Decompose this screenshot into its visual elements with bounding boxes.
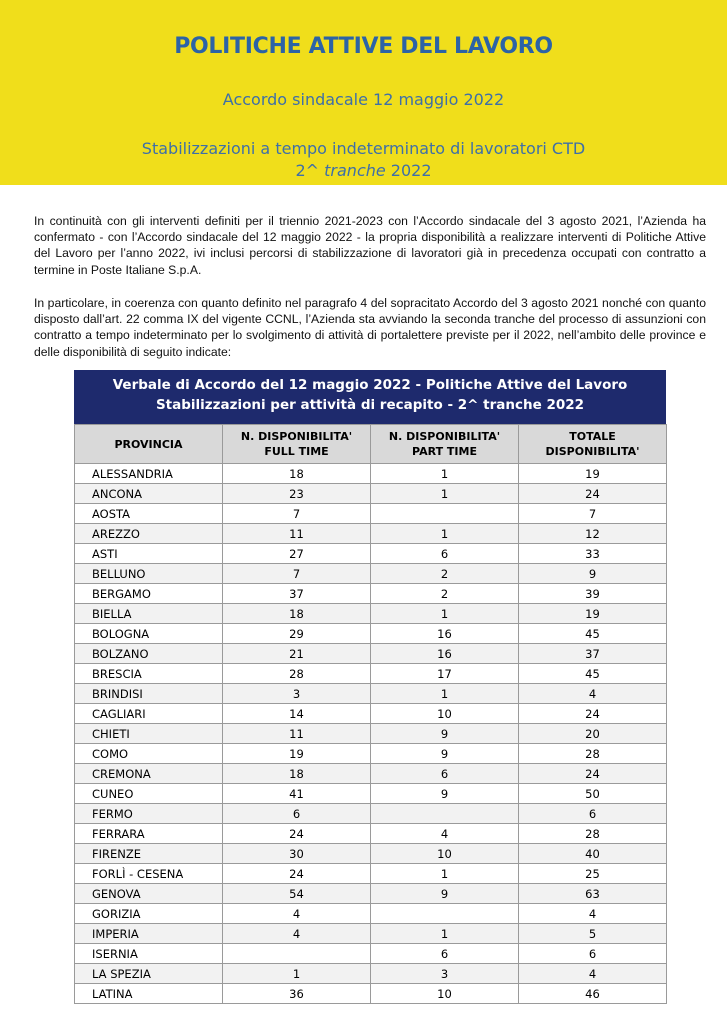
table-row <box>75 464 667 484</box>
cell-part-time: 1 <box>371 464 519 484</box>
cell-full-time: 4 <box>223 924 371 944</box>
cell-part-time: 1 <box>371 924 519 944</box>
table-row <box>75 744 667 764</box>
col-header-part-time-l2: PART TIME <box>412 445 477 458</box>
cell-totale: 24 <box>519 704 667 724</box>
page-title: POLITICHE ATTIVE DEL LAVORO <box>174 34 553 59</box>
cell-totale: 46 <box>519 984 667 1004</box>
cell-totale: 9 <box>519 564 667 584</box>
table-row <box>75 564 667 584</box>
cell-totale: 50 <box>519 784 667 804</box>
cell-totale: 7 <box>519 504 667 524</box>
section-heading-line2 <box>0 160 727 182</box>
cell-full-time: 11 <box>223 724 371 744</box>
cell-full-time: 19 <box>223 744 371 764</box>
page-subtitle: Accordo sindacale 12 maggio 2022 <box>222 90 505 109</box>
cell-part-time: 1 <box>371 524 519 544</box>
table-row <box>75 784 667 804</box>
cell-provincia: BRESCIA <box>75 664 223 684</box>
cell-provincia: GORIZIA <box>75 904 223 924</box>
cell-part-time: 1 <box>371 684 519 704</box>
col-header-provincia: PROVINCIA <box>75 425 223 464</box>
table-row <box>75 684 667 704</box>
cell-provincia: BRINDISI <box>75 684 223 704</box>
availability-table <box>74 370 666 1004</box>
table-row <box>75 984 667 1004</box>
col-header-part-time <box>371 425 519 464</box>
cell-full-time: 21 <box>223 644 371 664</box>
cell-part-time: 2 <box>371 584 519 604</box>
tranche-year: 2022 <box>385 161 432 180</box>
cell-part-time: 10 <box>371 704 519 724</box>
table-title-line1: Verbale di Accordo del 12 maggio 2022 - Politiche Attive del Lavoro <box>112 377 628 393</box>
cell-full-time: 3 <box>223 684 371 704</box>
cell-totale: 6 <box>519 944 667 964</box>
cell-full-time: 37 <box>223 584 371 604</box>
cell-totale: 63 <box>519 884 667 904</box>
cell-totale: 33 <box>519 544 667 564</box>
cell-totale: 4 <box>519 904 667 924</box>
cell-provincia: ALESSANDRIA <box>75 464 223 484</box>
table-row <box>75 484 667 504</box>
cell-part-time: 9 <box>371 744 519 764</box>
cell-full-time: 18 <box>223 764 371 784</box>
cell-provincia: FERMO <box>75 804 223 824</box>
cell-provincia: LATINA <box>75 984 223 1004</box>
cell-provincia: BIELLA <box>75 604 223 624</box>
cell-totale: 39 <box>519 584 667 604</box>
cell-part-time: 16 <box>371 644 519 664</box>
table-title <box>74 370 666 424</box>
table-row <box>75 604 667 624</box>
cell-full-time: 23 <box>223 484 371 504</box>
cell-totale: 40 <box>519 844 667 864</box>
cell-full-time: 4 <box>223 904 371 924</box>
cell-part-time: 16 <box>371 624 519 644</box>
cell-full-time: 24 <box>223 864 371 884</box>
table-row <box>75 624 667 644</box>
cell-provincia: COMO <box>75 744 223 764</box>
cell-part-time: 10 <box>371 984 519 1004</box>
cell-provincia: BOLZANO <box>75 644 223 664</box>
cell-part-time: 9 <box>371 884 519 904</box>
tranche-word: tranche <box>324 161 386 180</box>
cell-full-time: 41 <box>223 784 371 804</box>
cell-full-time <box>223 944 371 964</box>
col-header-totale <box>519 425 667 464</box>
col-header-full-time <box>223 425 371 464</box>
cell-part-time: 6 <box>371 764 519 784</box>
cell-provincia: FIRENZE <box>75 844 223 864</box>
cell-totale: 45 <box>519 624 667 644</box>
table-row <box>75 664 667 684</box>
cell-full-time: 18 <box>223 604 371 624</box>
cell-totale: 4 <box>519 964 667 984</box>
col-header-totale-l2: DISPONIBILITA' <box>545 445 640 458</box>
cell-part-time <box>371 504 519 524</box>
table-row <box>75 504 667 524</box>
cell-part-time <box>371 804 519 824</box>
cell-totale: 12 <box>519 524 667 544</box>
table-row <box>75 864 667 884</box>
cell-provincia: ASTI <box>75 544 223 564</box>
cell-part-time: 17 <box>371 664 519 684</box>
cell-part-time: 1 <box>371 864 519 884</box>
cell-totale: 4 <box>519 684 667 704</box>
col-header-totale-l1: TOTALE <box>569 430 616 443</box>
intro-paragraph: In continuità con gli interventi definiti per il triennio 2021-2023 con l’Accordo sindacale del 3 agosto 2021, l’Azienda ha confermato - con l’Accordo sindacale del 12 maggio 2022 - la propria disponibilità a realizzare interventi di Politiche Attive del Lavoro per l’anno 2022, ivi inclusi percorsi di stabilizzazione di lavoratori già in precedenza occupati con contratto a termine in Poste Italiane S.p.A. <box>34 214 706 277</box>
cell-totale: 37 <box>519 644 667 664</box>
col-header-part-time-l1: N. DISPONIBILITA' <box>388 430 501 443</box>
cell-totale: 28 <box>519 744 667 764</box>
cell-totale: 28 <box>519 824 667 844</box>
cell-provincia: AOSTA <box>75 504 223 524</box>
col-header-full-time-l2: FULL TIME <box>264 445 329 458</box>
header-row <box>75 425 667 464</box>
cell-totale: 45 <box>519 664 667 684</box>
cell-full-time: 18 <box>223 464 371 484</box>
cell-totale: 5 <box>519 924 667 944</box>
cell-part-time: 3 <box>371 964 519 984</box>
cell-part-time <box>371 904 519 924</box>
cell-totale: 19 <box>519 604 667 624</box>
data-table <box>74 424 667 1004</box>
cell-provincia: CREMONA <box>75 764 223 784</box>
cell-full-time: 6 <box>223 804 371 824</box>
cell-full-time: 36 <box>223 984 371 1004</box>
table-row <box>75 584 667 604</box>
cell-part-time: 1 <box>371 484 519 504</box>
cell-provincia: IMPERIA <box>75 924 223 944</box>
table-row <box>75 704 667 724</box>
cell-totale: 19 <box>519 464 667 484</box>
table-row <box>75 904 667 924</box>
cell-full-time: 7 <box>223 504 371 524</box>
table-row <box>75 764 667 784</box>
cell-provincia: ANCONA <box>75 484 223 504</box>
cell-provincia: FERRARA <box>75 824 223 844</box>
cell-full-time: 27 <box>223 544 371 564</box>
cell-provincia: CUNEO <box>75 784 223 804</box>
cell-part-time: 1 <box>371 604 519 624</box>
cell-full-time: 28 <box>223 664 371 684</box>
cell-provincia: BERGAMO <box>75 584 223 604</box>
tranche-prefix: 2^ <box>295 161 325 180</box>
table-row <box>75 924 667 944</box>
cell-full-time: 29 <box>223 624 371 644</box>
table-row <box>75 884 667 904</box>
table-row <box>75 944 667 964</box>
cell-full-time: 54 <box>223 884 371 904</box>
header-banner <box>0 0 727 185</box>
cell-part-time: 6 <box>371 544 519 564</box>
col-header-full-time-l1: N. DISPONIBILITA' <box>240 430 353 443</box>
cell-totale: 6 <box>519 804 667 824</box>
table-row <box>75 724 667 744</box>
section-heading-line1: Stabilizzazioni a tempo indeterminato di lavoratori CTD <box>141 139 586 158</box>
cell-provincia: BOLOGNA <box>75 624 223 644</box>
cell-part-time: 4 <box>371 824 519 844</box>
cell-full-time: 30 <box>223 844 371 864</box>
cell-provincia: LA SPEZIA <box>75 964 223 984</box>
table-row <box>75 964 667 984</box>
table-row <box>75 524 667 544</box>
cell-full-time: 14 <box>223 704 371 724</box>
cell-provincia: CHIETI <box>75 724 223 744</box>
cell-full-time: 24 <box>223 824 371 844</box>
cell-part-time: 9 <box>371 724 519 744</box>
cell-part-time: 2 <box>371 564 519 584</box>
cell-provincia: CAGLIARI <box>75 704 223 724</box>
cell-full-time: 11 <box>223 524 371 544</box>
cell-part-time: 6 <box>371 944 519 964</box>
cell-part-time: 10 <box>371 844 519 864</box>
cell-totale: 24 <box>519 484 667 504</box>
cell-provincia: ISERNIA <box>75 944 223 964</box>
cell-totale: 20 <box>519 724 667 744</box>
table-row <box>75 824 667 844</box>
cell-part-time: 9 <box>371 784 519 804</box>
cell-full-time: 1 <box>223 964 371 984</box>
table-row <box>75 644 667 664</box>
table-title-line2: Stabilizzazioni per attività di recapito - 2^ tranche 2022 <box>155 397 585 413</box>
table-row <box>75 544 667 564</box>
cell-totale: 24 <box>519 764 667 784</box>
cell-provincia: BELLUNO <box>75 564 223 584</box>
detail-paragraph: In particolare, in coerenza con quanto definito nel paragrafo 4 del sopracitato Accordo del 3 agosto 2021 nonché con quanto disposto dall’art. 22 comma IX del vigente CCNL, l’Azienda sta avviando la seconda tranche del processo di assunzioni con contratto a tempo indeterminato per lo svolgimento di attività di portalettere previste per il 2022, nell’ambito delle province e delle disponibilità di seguito indicate: <box>34 296 706 359</box>
table-row <box>75 804 667 824</box>
section-heading <box>0 138 727 182</box>
cell-totale: 25 <box>519 864 667 884</box>
cell-provincia: AREZZO <box>75 524 223 544</box>
cell-full-time: 7 <box>223 564 371 584</box>
table-row <box>75 844 667 864</box>
cell-provincia: FORLÌ - CESENA <box>75 864 223 884</box>
cell-provincia: GENOVA <box>75 884 223 904</box>
